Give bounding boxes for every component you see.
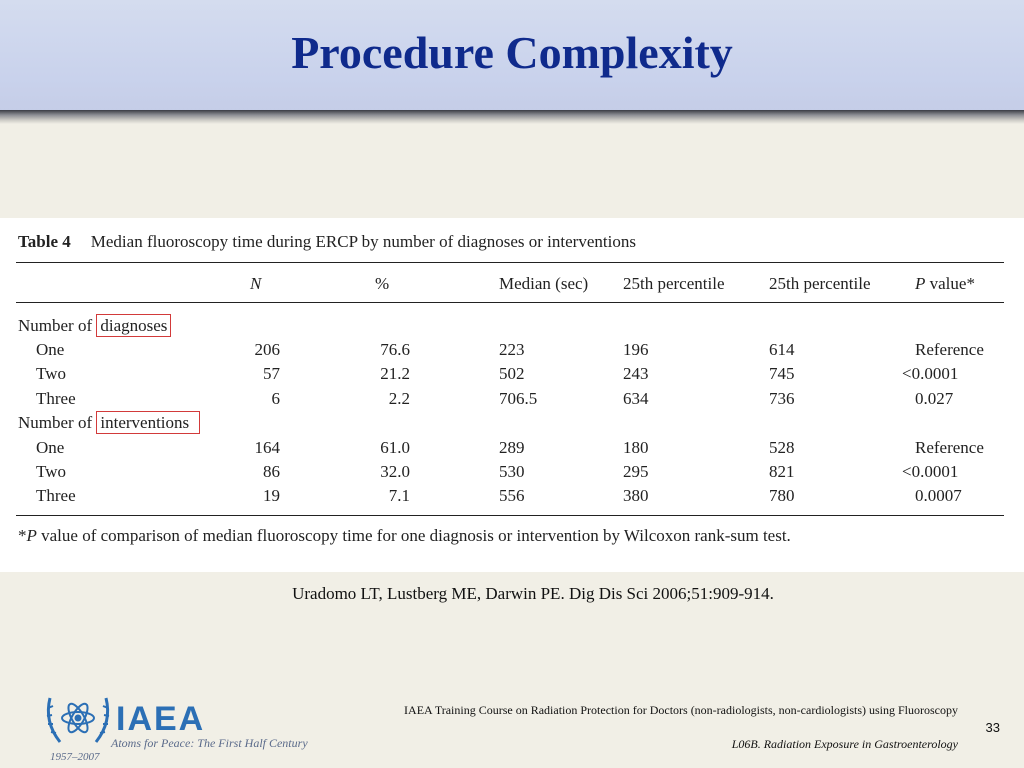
header-p-letter: P xyxy=(915,274,926,293)
cell-n: 164 xyxy=(254,438,280,457)
header-p-value xyxy=(915,274,975,294)
cell-n: 19 xyxy=(263,486,280,505)
table-label: Table 4 xyxy=(18,232,71,251)
row-label: Two xyxy=(36,364,66,383)
cell-p25b: 528 xyxy=(769,438,795,457)
iaea-years: 1957–2007 xyxy=(50,751,100,763)
highlight-box-interventions: interventions xyxy=(96,411,200,434)
footer-lecture-title: L06B. Radiation Exposure in Gastroenterology xyxy=(731,737,958,751)
cell-p-value: Reference xyxy=(915,340,984,359)
cell-p25b: 821 xyxy=(769,462,795,481)
header-25th-percentile-1: 25th percentile xyxy=(623,274,725,293)
group-label-diagnoses xyxy=(18,316,171,336)
row-label: One xyxy=(36,438,65,457)
cell-p25b: 745 xyxy=(769,364,795,383)
footnote-text: value of comparison of median fluoroscopy time for one diagnosis or intervention by Wilcoxon rank-sum test. xyxy=(36,526,791,545)
cell-percent: 32.0 xyxy=(380,462,410,481)
cell-percent: 76.6 xyxy=(380,340,410,359)
cell-n: 206 xyxy=(254,340,280,359)
header-shadow xyxy=(0,110,1024,124)
header-median: Median (sec) xyxy=(499,274,589,293)
iaea-tagline: Atoms for Peace: The First Half Century xyxy=(111,736,308,750)
cell-p25b: 614 xyxy=(769,340,795,359)
cell-p25a: 634 xyxy=(623,389,649,408)
cell-p25b: 780 xyxy=(769,486,795,505)
cell-median: 706.5 xyxy=(499,389,538,408)
cell-p-value: 0.0007 xyxy=(915,486,962,505)
header-p-suffix: value* xyxy=(925,274,975,293)
cell-p25a: 196 xyxy=(623,340,649,359)
cell-n: 6 xyxy=(271,389,280,408)
highlight-box-diagnoses: diagnoses xyxy=(96,314,171,337)
cell-n: 86 xyxy=(263,462,280,481)
row-label: Three xyxy=(36,486,76,505)
page-number: 33 xyxy=(985,720,1000,735)
row-label: Three xyxy=(36,389,76,408)
cell-p-value: <0.0001 xyxy=(902,364,959,383)
cell-percent: 21.2 xyxy=(380,364,410,383)
cell-n: 57 xyxy=(263,364,280,383)
cell-p25a: 243 xyxy=(623,364,649,383)
group-label-prefix: Number of xyxy=(18,316,97,335)
footnote-p: P xyxy=(26,526,37,545)
citation: Uradomo LT, Lustberg ME, Darwin PE. Dig Dis Sci 2006;51:909-914. xyxy=(292,584,774,603)
table-caption-text: Median fluoroscopy time during ERCP by number of diagnoses or interventions xyxy=(90,232,636,251)
slide-title: Procedure Complexity xyxy=(291,27,733,78)
header-n: N xyxy=(250,274,262,293)
cell-p25a: 380 xyxy=(623,486,649,505)
footer-course-title: IAEA Training Course on Radiation Protection for Doctors (non-radiologists, non-cardiologists) using Fluoroscopy xyxy=(404,703,958,717)
table-footnote xyxy=(18,526,791,546)
row-label: Two xyxy=(36,462,66,481)
cell-p25a: 180 xyxy=(623,438,649,457)
footnote-star: * xyxy=(18,526,27,545)
table-bottom-rule xyxy=(16,515,1004,516)
group-label-prefix: Number of xyxy=(18,413,97,432)
cell-percent: 61.0 xyxy=(380,438,410,457)
header-25th-percentile-2: 25th percentile xyxy=(769,274,871,293)
cell-median: 289 xyxy=(499,438,525,457)
cell-median: 556 xyxy=(499,486,525,505)
cell-p-value: 0.027 xyxy=(915,389,954,408)
cell-p25a: 295 xyxy=(623,462,649,481)
cell-median: 530 xyxy=(499,462,525,481)
table-caption xyxy=(18,232,636,252)
cell-percent: 2.2 xyxy=(388,389,410,408)
cell-p-value: Reference xyxy=(915,438,984,457)
table-header-rule xyxy=(16,302,1004,303)
iaea-globe-atom-icon xyxy=(40,688,116,757)
row-label: One xyxy=(36,340,65,359)
iaea-logo-text: IAEA xyxy=(116,700,206,738)
cell-p-value: <0.0001 xyxy=(902,462,959,481)
cell-percent: 7.1 xyxy=(388,486,410,505)
cell-median: 502 xyxy=(499,364,525,383)
cell-median: 223 xyxy=(499,340,525,359)
group-label-interventions xyxy=(18,413,200,433)
cell-p25b: 736 xyxy=(769,389,795,408)
table-top-rule xyxy=(16,262,1004,263)
header-percent: % xyxy=(375,274,390,293)
